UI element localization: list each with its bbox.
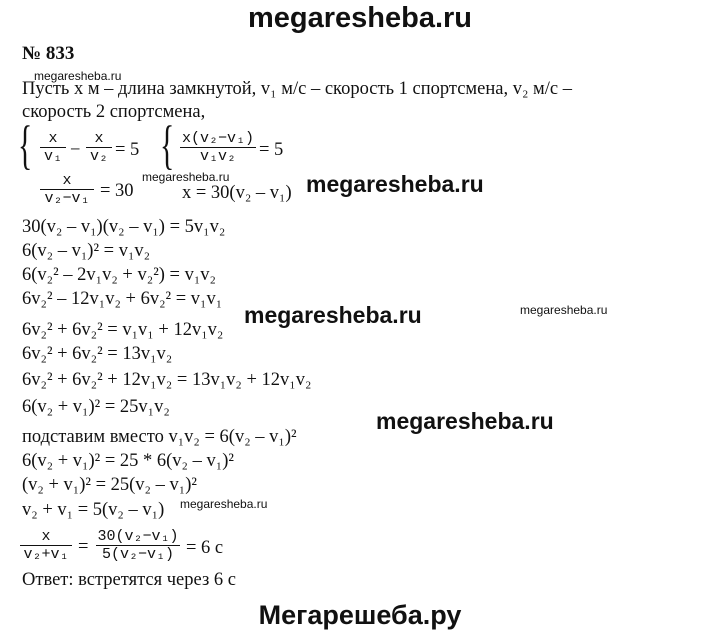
eq1-b-num: x [94, 130, 104, 147]
step-5: 6v₂² + 6v₂² = v₁v₁ + 12v₁v₂ [22, 320, 224, 340]
final-left-num: x [41, 528, 51, 545]
step-1: 30(v₂ – v₁)(v₂ – v₁) = 5v₁v₂ [22, 217, 226, 237]
final-eq-sign: = [78, 537, 89, 557]
eq1-rhs: = 5 [115, 140, 140, 160]
eq1-b-fraction [86, 130, 112, 165]
eq1-a-num: x [48, 130, 58, 147]
site-header: megaresheba.ru [247, 2, 473, 34]
right-eq1-fraction [180, 130, 256, 165]
eq2-num: x [62, 172, 72, 189]
right-eq1-rhs: = 5 [259, 140, 284, 160]
right-eq1-den: v₁v₂ [180, 147, 256, 165]
eq1-b-den: v₂ [86, 147, 112, 165]
eq2-rhs: = 30 [100, 181, 134, 201]
watermark-small: megaresheba.ru [520, 303, 608, 317]
watermark-small: megaresheba.ru [34, 69, 122, 83]
problem-number: № 833 [22, 43, 75, 64]
step-2: 6(v₂ – v₁)² = v₁v₂ [22, 241, 151, 261]
final-mid-num: 30(v₂−v₁) [97, 528, 179, 545]
step-4: 6v₂² – 12v₁v₂ + 6v₂² = v₁v₁ [22, 289, 223, 309]
watermark-small: megaresheba.ru [142, 170, 230, 184]
final-left-den: v₂+v₁ [20, 545, 72, 563]
left-system-brace: { [18, 115, 33, 175]
right-eq1-num: x(v₂−v₁) [181, 130, 254, 147]
eq2-fraction [40, 172, 94, 207]
eq2-den: v₂−v₁ [40, 189, 94, 207]
watermark-big: megaresheba.ru [376, 408, 554, 434]
step-3: 6(v₂² – 2v₁v₂ + v₂²) = v₁v₂ [22, 265, 216, 285]
step-7: 6v₂² + 6v₂² + 12v₁v₂ = 13v₁v₂ + 12v₁v₂ [22, 370, 312, 390]
answer-line: Ответ: встретятся через 6 с [22, 570, 236, 590]
step-6: 6v₂² + 6v₂² = 13v₁v₂ [22, 344, 173, 364]
final-left-fraction [20, 528, 72, 563]
intro-line-2: скорость 2 спортсмена, [22, 102, 206, 122]
step-10: 6(v₂ + v₁)² = 25 * 6(v₂ – v₁)² [22, 451, 234, 471]
right-system-brace: { [160, 115, 175, 175]
step-9: подставим вместо v₁v₂ = 6(v₂ – v₁)² [22, 427, 297, 447]
site-footer: Мегарешеба.ру [258, 600, 462, 630]
eq1-minus: − [70, 140, 81, 160]
right-eq2: x = 30(v₂ – v₁) [182, 183, 292, 203]
step-12: v₂ + v₁ = 5(v₂ – v₁) [22, 500, 165, 520]
final-mid-den: 5(v₂−v₁) [96, 545, 180, 563]
watermark-big: megaresheba.ru [306, 171, 484, 197]
eq1-a-fraction [40, 130, 66, 165]
eq1-a-den: v₁ [40, 147, 66, 165]
watermark-small: megaresheba.ru [180, 497, 268, 511]
final-mid-fraction [96, 528, 180, 563]
step-11: (v₂ + v₁)² = 25(v₂ – v₁)² [22, 475, 197, 495]
step-8: 6(v₂ + v₁)² = 25v₁v₂ [22, 397, 170, 417]
final-rhs: = 6 с [186, 538, 224, 558]
intro-line-1: Пусть x м – длина замкнутой, v₁ м/с – скорость 1 спортсмена, v₂ м/с – [22, 79, 572, 99]
watermark-big: megaresheba.ru [244, 302, 422, 328]
